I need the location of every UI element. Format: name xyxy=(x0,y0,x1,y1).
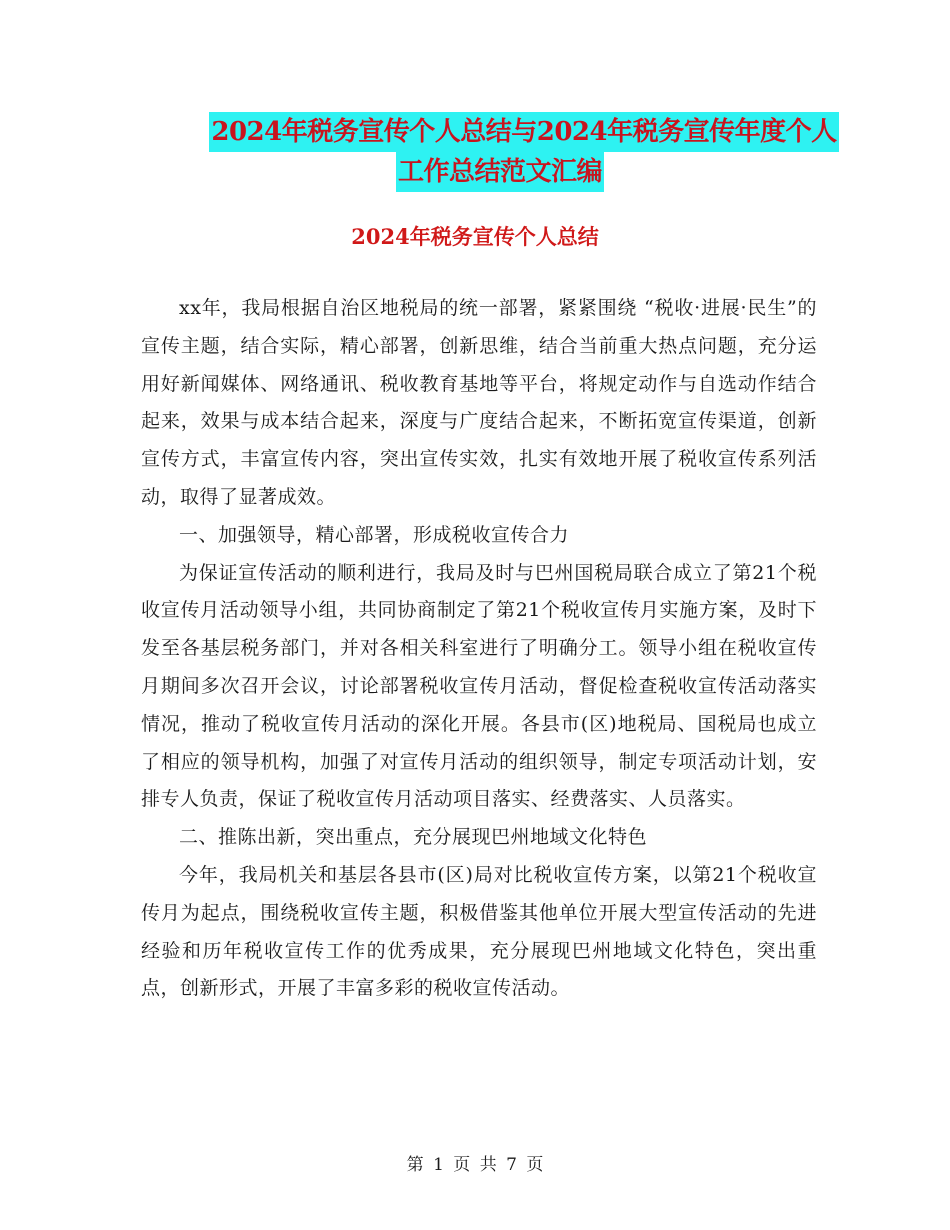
paragraph-part-1: 为保证宣传活动的顺利进行，我局及时与巴州国税局联合成立了第21个税收宣传月活动领导小组，共同协商制定了第21个税收宣传月实施方案，及时下发至各基层税务部门，并对各相关科室进行了明确分工。领导小组在税收宣传月期间多次召开会议，讨论部署税收宣传月活动，督促检查税收宣传活动落实情况，推动了税收宣传月活动的深化开展。各县市(区)地税局、国税局也成立了相应的领导机构，加强了对宣传月活动的组织领导，制定专项活动计划，安排专人负责，保证了税收宣传月活动项目落实、经费落实、人员落实。 xyxy=(141,561,817,811)
document-title xyxy=(140,112,860,192)
heading-part-1: 一、加强领导，精心部署，形成税收宣传合力 xyxy=(179,523,570,546)
section-heading: 2024年税务宣传个人总结 xyxy=(351,224,599,249)
title-line-1: 2024年税务宣传个人总结与2024年税务宣传年度个人 xyxy=(209,112,838,152)
document-body xyxy=(141,290,817,1008)
page-footer: 第 1 页 共 7 页 xyxy=(406,1155,544,1175)
paragraph-part-2: 今年，我局机关和基层各县市(区)局对比税收宣传方案，以第21个税收宣传月为起点，围绕税收宣传主题，积极借鉴其他单位开展大型宣传活动的先进经验和历年税收宣传工作的优秀成果，充分展现巴州地域文化特色，突出重点，创新形式，开展了丰富多彩的税收宣传活动。 xyxy=(141,863,817,1000)
title-line-2: 工作总结范文汇编 xyxy=(396,152,604,192)
heading-part-2: 二、推陈出新，突出重点，充分展现巴州地域文化特色 xyxy=(179,826,648,849)
paragraph-intro: xx年，我局根据自治区地税局的统一部署，紧紧围绕 “税收·进展·民生”的宣传主题，结合实际，精心部署，创新思维，结合当前重大热点问题，充分运用好新闻媒体、网络通讯、税收教育基地等平台，将规定动作与自选动作结合起来，效果与成本结合起来，深度与广度结合起来，不断拓宽宣传渠道，创新宣传方式，丰富宣传内容，突出宣传实效，扎实有效地开展了税收宣传系列活动，取得了显著成效。 xyxy=(141,297,817,508)
